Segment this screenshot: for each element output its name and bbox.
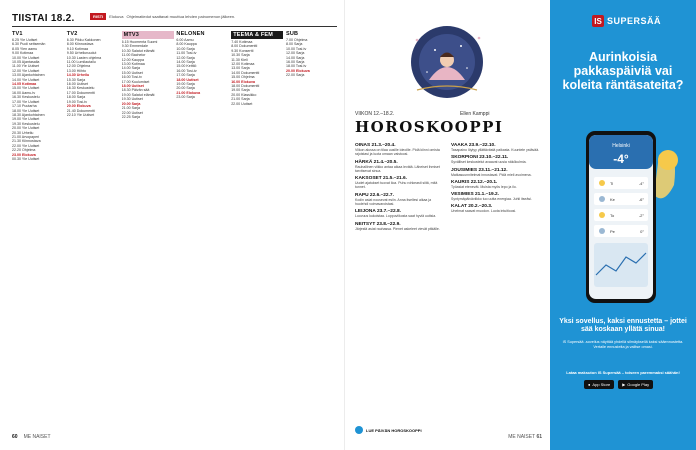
program-line: 6.00 Aamu xyxy=(176,38,194,42)
program-line: 16.00 Aamu-tv xyxy=(12,90,36,95)
program-line: 21.00 Elokuva xyxy=(176,90,201,95)
program-line: 13.00 Ajankohtainen xyxy=(12,73,45,78)
app-promo xyxy=(355,426,422,434)
program-line: 19.00 Salatut elämät xyxy=(121,92,155,97)
channel-heading: TV2 xyxy=(66,31,78,37)
sign-text: Työasiat etenevät. Muista myös lepo ja ilo. xyxy=(451,184,517,189)
sign-heading: KAKSOSET 21.5.–21.6. xyxy=(355,176,407,182)
program-line: 22.00 Uutiset xyxy=(231,101,253,106)
program-line: 8.00 Dokumentti xyxy=(231,44,258,49)
week-label: VIIKON 12.–18.2. xyxy=(355,111,395,117)
program-line: 8.00 Kiinnostava xyxy=(66,42,94,47)
program-line: 14.00 Sarja xyxy=(121,66,140,71)
sign-heading: VESIMIES 21.1.–19.2. xyxy=(451,192,499,198)
channel-column xyxy=(122,30,174,425)
program-line: 19.00 Sarja xyxy=(231,88,250,93)
phone-day: Pe xyxy=(610,229,615,234)
program-line: 16.00 Tosi-tv xyxy=(176,68,197,73)
program-line: 11.00 Bachelor xyxy=(121,53,146,58)
sign-heading: JOUSIMIES 23.11.–21.12. xyxy=(451,167,508,173)
supersaa-ad xyxy=(550,0,696,450)
left-page-number: 60 xyxy=(12,434,18,440)
left-folio xyxy=(12,434,51,440)
schedule-grid xyxy=(12,30,338,425)
google-play-button[interactable] xyxy=(618,380,653,389)
program-line: 19.00 Tosi-tv xyxy=(66,99,88,104)
program-line: 10.05 Ajantasalla xyxy=(12,60,40,65)
google-play-label: Google Play xyxy=(627,382,650,387)
program-line: 18.30 Ajankohtainen xyxy=(12,112,45,117)
app-promo-text: LUE PÄIVÄN HOROSKOOPPI xyxy=(366,427,422,433)
program-line: 19.30 Uutiset xyxy=(121,97,143,102)
program-line: 14.05 Kotimaa xyxy=(12,82,37,87)
program-line: 7.00 Ohjelma xyxy=(286,38,308,42)
program-line: 18.00 Yle Uutiset xyxy=(12,108,40,113)
sign-heading: HÄRKÄ 21.4.–20.5. xyxy=(355,159,398,165)
program-line: 8.00 Sarja xyxy=(286,42,303,47)
program-line: 12.00 Sarja xyxy=(176,55,195,60)
program-line: 21.30 Kiinnostava xyxy=(12,139,41,144)
note-text: Ohjelmatiedot saattavat muuttua lehden painomenon jälkeen. xyxy=(126,14,236,19)
program-line: 11.00 Tosi-tv xyxy=(176,51,197,56)
program-line: 17.00 Dokumentti xyxy=(66,90,95,95)
ad-body: IS Supersää -sovellus näyttää yhdellä silmäyksellä kaksi sääennustetta. Vertaile ennusteita ja valitse omasi. xyxy=(562,340,684,349)
program-line: 8.00 Kauppa xyxy=(176,42,197,47)
program-line: 13.00 Kotimaa xyxy=(121,62,145,67)
program-line: 14.30 Urheilu xyxy=(66,73,90,78)
program-line: 17.00 Sarja xyxy=(176,73,195,78)
is-badge: IS xyxy=(592,15,604,27)
horoscope-columns xyxy=(355,140,543,420)
program-line: 16.00 Tosi-tv xyxy=(121,75,142,80)
program-note xyxy=(90,13,235,20)
channel-heading: NELONEN xyxy=(176,31,205,37)
sign-text: Kodin asiat nousevat esiin. Anna itsellesi aikaa ja huolehdi voimavaroistasi. xyxy=(355,197,432,207)
program-line: 18.00 Tosi-tv xyxy=(286,64,307,69)
sign-heading: LEIJONA 23.7.–22.8. xyxy=(355,209,401,215)
channel-heading: MTV3 xyxy=(122,31,174,39)
horoscope-column xyxy=(451,140,541,420)
sign-text: Syvälliset keskustelut avaavat uusia näkökulmia. xyxy=(451,160,527,165)
phone-city: Helsinki xyxy=(612,143,630,149)
program-line: 16.00 Uutiset xyxy=(66,82,88,87)
program-line: 18.00 Uutiset xyxy=(176,77,199,82)
program-line: 18.00 Uutiset xyxy=(121,84,144,89)
note-label: Elokuva xyxy=(109,14,124,19)
ad-cta: Lataa maksuton IS Supersää – toiseen paremmaksi säähän! xyxy=(566,370,680,375)
program-line: 6.15 Huomenta Suomi xyxy=(121,40,158,44)
channel-heading: SUB xyxy=(286,31,299,37)
phone-temp: -4° xyxy=(613,152,629,166)
sign-heading: RAPU 22.6.–22.7. xyxy=(355,192,394,198)
program-line: 16.30 Keskustelu xyxy=(66,86,95,91)
channel-column xyxy=(12,30,64,425)
program-line: 11.30 Kieli xyxy=(231,57,248,62)
program-line: 18.00 Dokumentti xyxy=(231,84,260,89)
left-magazine-title: ME NAISET xyxy=(23,434,51,440)
program-line: 6.25 Yle Uutiset xyxy=(12,38,38,42)
program-line: 12.00 Ohjelma xyxy=(66,64,91,69)
horoscope-title: HOROSKOOPPI xyxy=(355,118,504,136)
ad-subhead: Yksi sovellus, kaksi ennustetta – jottei sää koskaan yllätä sinua! xyxy=(559,318,687,333)
program-line: 21.00 Sarja xyxy=(121,106,140,111)
program-line: 17.00 Kuulumiset xyxy=(121,79,150,84)
channel-heading: TV1 xyxy=(12,31,23,37)
ad-headline: Aurinkoisia pakkaspäiviä vai koleita räntäsateita? xyxy=(562,50,684,92)
sign-heading: KAURIS 22.12.–20.1. xyxy=(451,179,498,185)
horoscope-page xyxy=(345,0,550,450)
program-line: 20.00 Sarja xyxy=(176,86,195,91)
program-line: 9.00 Kotimaa xyxy=(12,51,34,56)
program-line: 9.30 Konsertti xyxy=(231,48,254,53)
program-line: 16.30 Keskustelu xyxy=(12,95,40,100)
play-icon: ▶ xyxy=(622,382,626,387)
phone-day: Ti xyxy=(610,181,614,186)
right-magazine-title: ME NAISET xyxy=(508,434,536,440)
program-line: 13.00 Hiihto xyxy=(66,68,86,73)
program-line: 22.00 Sarja xyxy=(286,73,305,78)
program-line: 12.00 Yle Uutiset xyxy=(12,68,40,73)
program-line: 10.00 Tosi-tv xyxy=(286,46,307,51)
sign-heading: OINAS 21.3.–20.4. xyxy=(355,143,396,148)
program-line: 11.00 Lumilautailu xyxy=(66,60,96,65)
program-line: 10.00 Yle Uutiset xyxy=(12,55,40,60)
program-line: 22.10 Yle Uutiset xyxy=(66,112,95,117)
program-line: 14.00 Sarja xyxy=(176,60,195,65)
program-line: 15.00 Yle Uutiset xyxy=(12,86,40,91)
divider xyxy=(12,26,337,27)
program-line: 10.30 Sarja xyxy=(231,53,250,58)
program-line: 15.00 Uutiset xyxy=(121,70,143,75)
sign-heading: SKORPIONI 23.10.–22.11. xyxy=(451,155,509,161)
program-line: 00.30 Yle Uutiset xyxy=(12,156,40,161)
promo-icon xyxy=(355,426,363,434)
sign-text: Unelmat saavat muodon. Luota intuitioosi. xyxy=(451,209,517,214)
phone-day-temp: -6° xyxy=(638,197,644,202)
program-line: 18.30 Päivän sää xyxy=(121,88,150,93)
ad-brand: SUPERSÄÄ xyxy=(607,16,662,26)
channel-column xyxy=(286,30,338,425)
program-line: 14.00 Sarja xyxy=(286,55,305,60)
program-line: 20.00 Klassikko xyxy=(231,92,257,97)
right-folio xyxy=(508,434,542,440)
channel-column xyxy=(231,30,283,425)
program-line: 21.00 Sarja xyxy=(231,97,250,102)
program-line: 8.05 Ylen aamu xyxy=(12,46,38,51)
sign-heading: KALAT 20.2.–20.3. xyxy=(451,204,493,210)
program-line: 12.00 Kotimaa xyxy=(231,62,255,67)
program-line: 15.30 Sarja xyxy=(66,77,86,82)
program-line: 22.00 Uutiset xyxy=(121,110,143,115)
program-line: 15.00 Ohjelma xyxy=(231,75,255,80)
program-line: 11.00 Yle Uutiset xyxy=(12,64,40,69)
channel-column xyxy=(67,30,119,425)
app-store-label: App Store xyxy=(592,382,611,387)
tv-listings-page xyxy=(0,0,345,450)
program-line: 10.30 Salatut elämät xyxy=(121,48,155,53)
program-line: 16.00 Sarja xyxy=(286,60,305,65)
program-line: 19.00 Yle Uutiset xyxy=(12,117,40,122)
program-line: 20.00 Yle Uutiset xyxy=(12,126,40,131)
phone-day: Ke xyxy=(610,197,615,202)
program-line: 7.40 Kotimaa xyxy=(231,40,253,44)
program-line: 19.00 Sarja xyxy=(176,82,195,87)
program-line: 9.30 Emmerdale xyxy=(121,44,148,49)
program-line: 20.30 Urheilu xyxy=(12,130,34,135)
program-line: 6.30 Pikku Kakkonen xyxy=(66,38,101,42)
program-line: 20.00 Elokuva xyxy=(66,104,91,109)
program-line: 20.00 Elokuva xyxy=(286,68,310,73)
program-line: 22.20 Ohjelma xyxy=(12,148,36,153)
phone-day: To xyxy=(610,213,615,218)
phone-day-temp: -2° xyxy=(638,213,644,218)
store-buttons xyxy=(584,380,653,389)
sign-heading: VAAKA 23.9.–22.10. xyxy=(451,143,496,148)
sign-text: Luovuus kukoistaa. Loppuviikosta saat hyviä uutisia. xyxy=(355,214,437,219)
zodiac-illustration-icon xyxy=(357,20,537,106)
phone-weather-icon xyxy=(564,125,684,310)
program-line: 9.10 Kotimaa xyxy=(66,46,88,51)
program-line: 10.30 Lasten ohjelma xyxy=(66,55,102,60)
program-line: 17.10 Puutarha xyxy=(12,104,37,109)
horoscope-column xyxy=(355,140,445,420)
apple-icon: ● xyxy=(588,382,591,387)
program-line: 21.40 Dokumentti xyxy=(66,108,95,113)
phone-mockup xyxy=(564,125,684,310)
sign-text: Viikon alussa on tilaa uusille ideoille. Pidä kiinni omista rajoistasi ja luota omaan vaistoosi. xyxy=(355,148,440,157)
program-line: 12.00 Kauppa xyxy=(121,57,144,62)
program-line: 14.00 Yle Uutiset xyxy=(12,77,40,82)
program-line: 9.50 Urheiluruudut xyxy=(66,51,97,56)
sign-text: Tasapaino löytyy yllättävästä paikasta. Kuuntele ystävää. xyxy=(451,148,540,152)
channel-heading: TEEMA & FEM xyxy=(231,31,283,39)
program-line: 10.00 Sarja xyxy=(176,46,195,51)
right-page-number: 61 xyxy=(536,434,542,440)
phone-day-temp: 0° xyxy=(640,229,644,234)
program-line: 15.00 Keittiö xyxy=(176,64,197,69)
program-line: 23.00 Elokuva xyxy=(12,152,36,157)
sign-text: Uudet ajatukset tuovat iloa. Puhu rohkeasti siitä, mitä tunnet. xyxy=(355,181,438,190)
sign-text: Matkasuunnitelmat innostavat. Pidä mieli avoimena. xyxy=(451,172,532,177)
phone-day-temp: -4° xyxy=(638,181,644,186)
program-line: 6.30 Puoli seitsemän xyxy=(12,42,46,47)
program-line: 18.00 Sarja xyxy=(66,95,86,100)
program-line: 19.30 Keskustelu xyxy=(12,121,40,126)
zodiac-illustration xyxy=(357,20,537,106)
program-line: 13.00 Sarja xyxy=(231,66,250,71)
program-line: 22.25 Sarja xyxy=(121,114,140,119)
ad-logo xyxy=(592,15,661,27)
sign-text: Syntymäpäiväviikko tuo uutta energiaa. Juhli itseäsi. xyxy=(451,197,532,202)
program-line: 12.00 Sarja xyxy=(286,51,305,56)
app-store-button[interactable] xyxy=(584,380,614,389)
sign-heading: NEITSYT 23.8.–22.9. xyxy=(355,221,401,227)
channel-column xyxy=(176,30,228,425)
sign-text: Järjestä asiat rauhassa. Pienet askeleet vievät pitkälle. xyxy=(355,226,440,231)
program-line: 22.00 Yle Uutiset xyxy=(12,143,40,148)
note-badge: RISTI xyxy=(90,13,106,20)
sign-text: Rauhallinen viikko antaa aikaa levätä. Läheiset ihmiset tarvitsevat sinua. xyxy=(355,164,440,173)
writer-label: Ellen Kamppi xyxy=(460,111,490,117)
program-line: 20.00 Sarja xyxy=(121,101,141,106)
program-line: 17.00 Yle Uutiset xyxy=(12,99,40,104)
program-line: 21.00 Arvopaperi xyxy=(12,134,40,139)
program-line: 16.00 Elokuva xyxy=(231,79,255,84)
program-line: 23.00 Sarja xyxy=(176,95,195,100)
program-line: 14.00 Dokumentti xyxy=(231,70,260,75)
date-heading: TIISTAI 18.2. xyxy=(12,13,75,24)
